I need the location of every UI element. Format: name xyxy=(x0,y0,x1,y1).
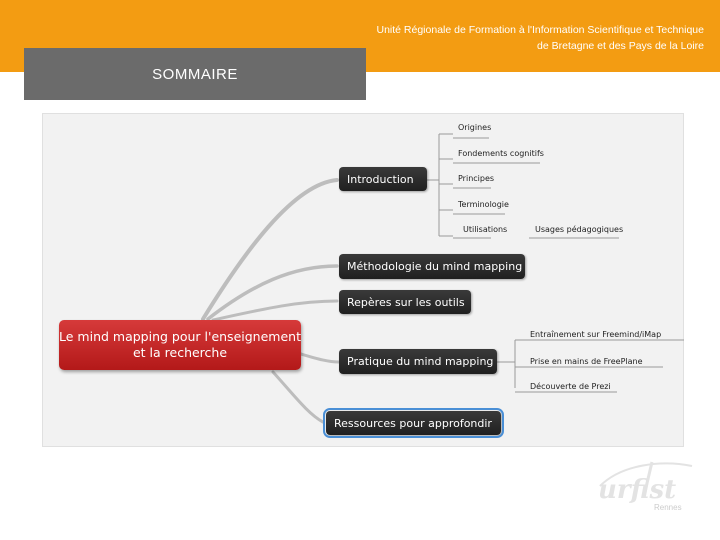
connector-methodologie xyxy=(208,266,337,319)
mind-map-connectors xyxy=(43,114,685,448)
branch-introduction[interactable]: Introduction xyxy=(339,167,427,191)
branch-reperes[interactable]: Repères sur les outils xyxy=(339,290,471,314)
branch-methodologie[interactable]: Méthodologie du mind mapping xyxy=(339,254,525,279)
leaf-utilisations[interactable]: Utilisations xyxy=(463,225,508,234)
leaf-fondements[interactable]: Fondements cognitifs xyxy=(458,149,544,158)
branch-pratique[interactable]: Pratique du mind mapping xyxy=(339,349,497,374)
connector-ressources xyxy=(273,372,323,422)
leaf-principes[interactable]: Principes xyxy=(458,174,495,183)
header-title-line1: Unité Régionale de Formation à l'Information Scientifique et Technique xyxy=(376,24,704,36)
leaf-freeplane[interactable]: Prise en mains de FreePlane xyxy=(530,357,643,366)
logo-subtext: Rennes xyxy=(654,503,682,512)
leaf-freemind[interactable]: Entraînement sur Freemind/iMap xyxy=(530,330,662,339)
logo-text: urfist xyxy=(598,475,677,505)
leaf-origines[interactable]: Origines xyxy=(458,123,492,132)
header-title-line2: de Bretagne et des Pays de la Loire xyxy=(537,40,704,52)
branch-ressources[interactable]: Ressources pour approfondir xyxy=(326,411,501,435)
header-title xyxy=(344,22,704,54)
urfist-logo xyxy=(592,456,702,516)
leaf-prezi[interactable]: Découverte de Prezi xyxy=(530,382,611,391)
connector-intro-leaves xyxy=(427,134,439,236)
leaf-terminologie[interactable]: Terminologie xyxy=(458,200,509,209)
connector-pratique xyxy=(301,354,339,362)
sommaire-title: SOMMAIRE xyxy=(24,48,366,100)
urfist-logo-icon xyxy=(592,456,702,516)
connector-introduction xyxy=(203,180,337,319)
leaf-usages[interactable]: Usages pédagogiques xyxy=(535,225,624,234)
mind-map-diagram xyxy=(42,113,684,447)
central-topic[interactable]: Le mind mapping pour l'enseignement et la recherche xyxy=(59,320,301,370)
